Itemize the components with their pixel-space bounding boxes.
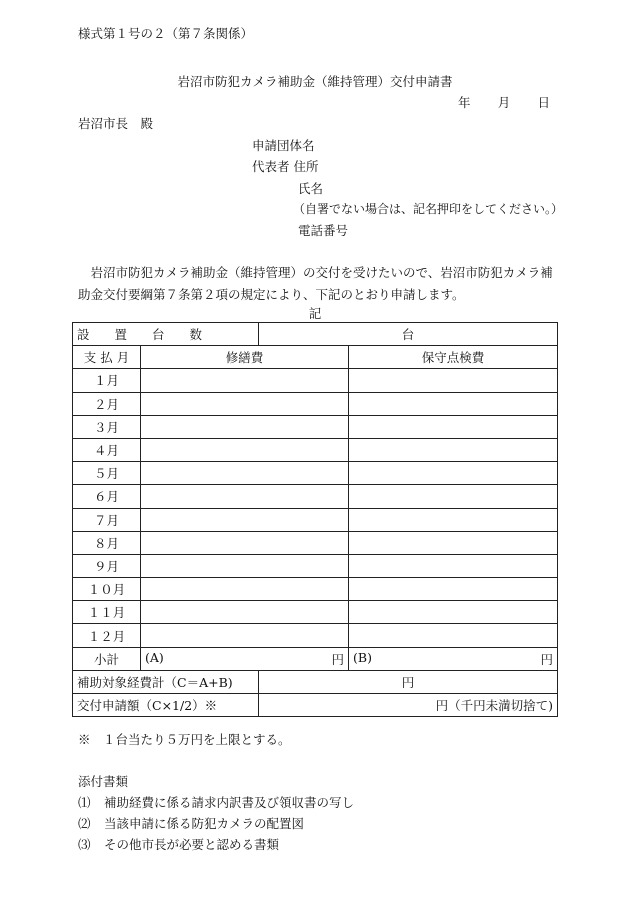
expense-table bbox=[72, 322, 558, 717]
month-row bbox=[73, 578, 558, 601]
date-year-label: 年 bbox=[458, 95, 471, 110]
repair-cost-cell[interactable] bbox=[141, 578, 349, 601]
date-day-label: 日 bbox=[537, 95, 550, 110]
month-label: ３月 bbox=[73, 415, 141, 438]
attachment-item: ⑶ その他市長が必要と認める書類 bbox=[78, 837, 280, 852]
eligible-total-field[interactable] bbox=[259, 670, 558, 693]
month-row bbox=[73, 531, 558, 554]
subtotal-label: 小計 bbox=[73, 647, 141, 670]
month-row bbox=[73, 624, 558, 647]
month-label: １０月 bbox=[73, 578, 141, 601]
month-row bbox=[73, 554, 558, 577]
month-label: １２月 bbox=[73, 624, 141, 647]
inspection-cost-cell[interactable] bbox=[349, 554, 558, 577]
addressee: 岩沼市長 殿 bbox=[78, 116, 154, 131]
install-count-field[interactable] bbox=[259, 323, 558, 346]
inspection-cost-cell[interactable] bbox=[349, 369, 558, 392]
month-label: ９月 bbox=[73, 554, 141, 577]
applicant-org-label: 申請団体名 bbox=[252, 138, 315, 153]
month-rows bbox=[73, 369, 558, 647]
inspection-cost-cell[interactable] bbox=[349, 624, 558, 647]
month-label: ６月 bbox=[73, 485, 141, 508]
install-count-label: 設 置 台 数 bbox=[73, 323, 259, 346]
subtotal-b-marker: (B) bbox=[353, 649, 372, 665]
inspection-cost-cell[interactable] bbox=[349, 415, 558, 438]
install-count-unit: 台 bbox=[401, 327, 415, 343]
request-amount-label: 交付申請額（C×1/2）※ bbox=[73, 694, 259, 717]
request-amount-row bbox=[73, 694, 558, 717]
install-count-row bbox=[73, 323, 558, 346]
inspection-cost-cell[interactable] bbox=[349, 601, 558, 624]
repair-cost-cell[interactable] bbox=[141, 438, 349, 461]
inspection-cost-cell[interactable] bbox=[349, 462, 558, 485]
month-label: ５月 bbox=[73, 462, 141, 485]
inspection-cost-cell[interactable] bbox=[349, 438, 558, 461]
repair-cost-cell[interactable] bbox=[141, 415, 349, 438]
month-row bbox=[73, 438, 558, 461]
repair-cost-cell[interactable] bbox=[141, 369, 349, 392]
month-row bbox=[73, 392, 558, 415]
applicant-name-label: 氏名 bbox=[298, 181, 324, 196]
month-label: １月 bbox=[73, 369, 141, 392]
footnote: ※ １台当たり５万円を上限とする。 bbox=[78, 732, 291, 747]
subtotal-b-field[interactable] bbox=[349, 647, 558, 670]
application-statement: 岩沼市防犯カメラ補助金（維持管理）の交付を受けたいので、岩沼市防犯カメラ補助金交付要綱第７条第２項の規定により、下記のとおり申請します。 bbox=[78, 265, 553, 302]
subtotal-a-field[interactable] bbox=[141, 647, 349, 670]
subtotal-a-yen: 円 bbox=[331, 651, 345, 667]
applicant-tel-label: 電話番号 bbox=[298, 223, 349, 238]
date-line bbox=[458, 93, 550, 111]
month-row bbox=[73, 485, 558, 508]
repair-cost-cell[interactable] bbox=[141, 531, 349, 554]
subtotal-b-yen: 円 bbox=[540, 651, 554, 667]
signature-note: （自署でない場合は、記名押印をしてください。） bbox=[293, 202, 564, 216]
repair-cost-cell[interactable] bbox=[141, 554, 349, 577]
col-month-header: 支 払 月 bbox=[73, 346, 141, 369]
month-row bbox=[73, 508, 558, 531]
repair-cost-cell[interactable] bbox=[141, 462, 349, 485]
month-row bbox=[73, 462, 558, 485]
month-label: ２月 bbox=[73, 392, 141, 415]
eligible-total-row bbox=[73, 670, 558, 693]
form-id: 様式第１号の２（第７条関係） bbox=[78, 26, 254, 41]
inspection-cost-cell[interactable] bbox=[349, 508, 558, 531]
eligible-total-yen: 円 bbox=[401, 674, 415, 690]
inspection-cost-cell[interactable] bbox=[349, 578, 558, 601]
attachment-item: ⑴ 補助経費に係る請求内訳書及び領収書の写し bbox=[78, 795, 355, 810]
subtotal-a-marker: (A) bbox=[145, 649, 164, 665]
request-amount-field[interactable] bbox=[259, 694, 558, 717]
repair-cost-cell[interactable] bbox=[141, 601, 349, 624]
month-label: １１月 bbox=[73, 601, 141, 624]
month-label: ８月 bbox=[73, 531, 141, 554]
month-row bbox=[73, 601, 558, 624]
document-title: 岩沼市防犯カメラ補助金（維持管理）交付申請書 bbox=[177, 74, 453, 89]
eligible-total-label: 補助対象経費計（C＝A+B) bbox=[73, 670, 259, 693]
inspection-cost-cell[interactable] bbox=[349, 531, 558, 554]
month-label: ７月 bbox=[73, 508, 141, 531]
request-amount-unit: 円（千円未満切捨て) bbox=[435, 698, 554, 714]
ki-heading: 記 bbox=[308, 306, 322, 321]
inspection-cost-cell[interactable] bbox=[349, 485, 558, 508]
repair-cost-cell[interactable] bbox=[141, 392, 349, 415]
month-row bbox=[73, 415, 558, 438]
subtotal-row bbox=[73, 647, 558, 670]
repair-cost-cell[interactable] bbox=[141, 508, 349, 531]
header-row bbox=[73, 346, 558, 369]
applicant-rep-address-label: 代表者 住所 bbox=[252, 159, 319, 174]
attachment-item: ⑵ 当該申請に係る防犯カメラの配置図 bbox=[78, 816, 305, 831]
col-repair-header: 修繕費 bbox=[141, 346, 349, 369]
col-inspect-header: 保守点検費 bbox=[349, 346, 558, 369]
repair-cost-cell[interactable] bbox=[141, 485, 349, 508]
month-label: ４月 bbox=[73, 438, 141, 461]
month-row bbox=[73, 369, 558, 392]
attachments-heading: 添付書類 bbox=[78, 774, 129, 789]
date-month-label: 月 bbox=[497, 95, 511, 110]
repair-cost-cell[interactable] bbox=[141, 624, 349, 647]
inspection-cost-cell[interactable] bbox=[349, 392, 558, 415]
